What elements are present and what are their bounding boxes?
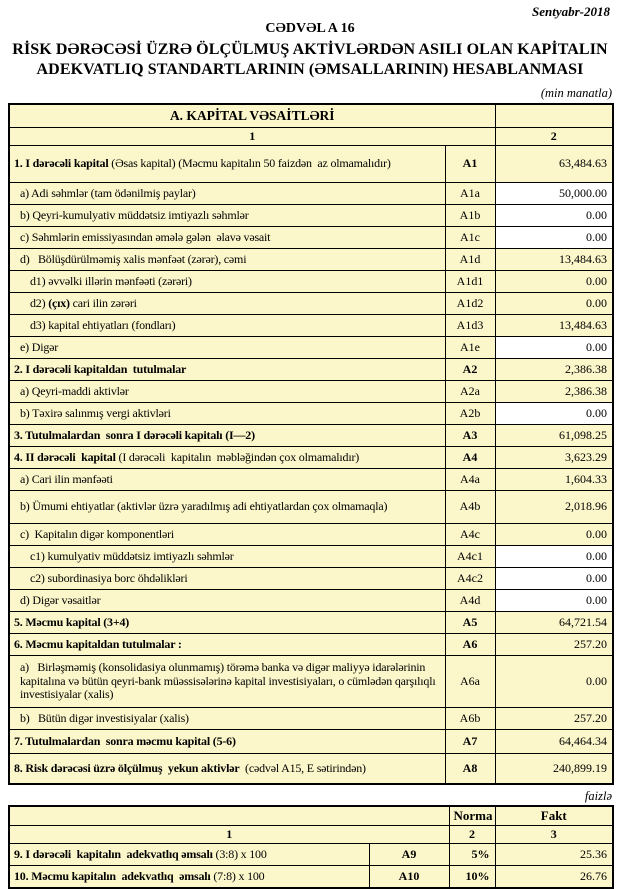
row-label [9,633,445,655]
row-label [9,145,445,182]
row-label-rest: (I dərəcəli kapitalın məbləğindən çox olmamalıdır) [115,449,360,464]
row-code: A4c [445,523,495,545]
row-value: 63,484.63 [495,145,613,182]
row-value: 50,000.00 [495,182,613,204]
row-label-pre: e) Digər [20,339,59,354]
capital-table-row [9,182,613,204]
row-value: 0.00 [495,292,613,314]
table-number: CƏDVƏL A 16 [265,21,355,36]
row-label-pre: b) Ümumi ehtiyatlar (aktivlər üzrə yaradılmış adi ehtiyatlardan çox olmamaqla) [20,499,388,514]
row-fakt-value: 25.36 [495,844,613,866]
row-label-pre: b) Bütün digər investisiyalar (xalis) [20,710,189,725]
row-label-bold: 9. I dərəcəli kapitalın adekvatlıq əmsalı [14,847,213,862]
row-code: A2a [445,380,495,402]
ratio-column-number-left: 1 [9,826,449,844]
row-code: A8 [445,753,495,784]
capital-table-section-header [9,104,613,128]
capital-table-row [9,270,613,292]
row-label [9,729,445,753]
row-label-pre: d3) kapital ehtiyatları (fondları) [30,317,176,332]
row-label-pre: c) Səhmlərin emissiyasından əmələ gələn əlavə vəsait [20,229,271,244]
row-label-rest: (7:8) x 100 [210,868,265,883]
ratio-table-header [9,806,613,826]
row-label [9,545,445,567]
row-code: A6 [445,633,495,655]
capital-table-column-numbers [9,127,613,145]
capital-table-row [9,145,613,182]
capital-table-row [9,446,613,468]
row-label [9,358,445,380]
row-code: A4 [445,446,495,468]
row-value: 0.00 [495,589,613,611]
ratio-table-row [9,866,613,888]
row-label [9,655,445,707]
row-code: A2b [445,402,495,424]
ratio-table [8,805,614,889]
row-label [9,248,445,270]
row-label [9,490,445,523]
row-code: A1d1 [445,270,495,292]
row-label [9,589,445,611]
column-number-left: 1 [9,127,495,145]
row-code: A3 [445,424,495,446]
row-value: 2,018.96 [495,490,613,523]
row-label [9,844,369,866]
row-code: A4c1 [445,545,495,567]
row-label-bold: 2. I dərəcəli kapitaldan tutulmalar [14,361,187,376]
row-value: 64,464.34 [495,729,613,753]
row-label-pre: c2) subordinasiya borc öhdəlikləri [30,570,188,585]
row-label [9,446,445,468]
row-code: A6b [445,707,495,729]
page-title-line1: RİSK DƏRƏCƏSİ ÜZRƏ ÖLÇÜLMUŞ AKTİVLƏRDƏN ASILI OLAN KAPİTALIN [12,41,608,58]
capital-table-row [9,380,613,402]
row-label-pre: b) Təxirə salınmış vergi aktivləri [20,405,171,420]
capital-table-row [9,611,613,633]
row-label [9,424,445,446]
row-value: 257.20 [495,707,613,729]
capital-table-row [9,589,613,611]
row-label-pre: a) Cari ilin mənfəəti [20,471,113,486]
capital-table-row [9,729,613,753]
row-label-pre: a) Birləşməmiş (konsolidasiya olunmamış) törəmə banka və digər maliyyə idarələrinin kapitalına və bütün qeyri-bank müəssisələrinə kapital investisiyaları, o cümlədən qarşılıqlı investisiyalar (xalis) [20,659,439,702]
row-code: A4b [445,490,495,523]
capital-table-row [9,292,613,314]
row-label-rest: cari ilin zərəri [69,295,137,310]
row-code: A6a [445,655,495,707]
row-value: 64,721.54 [495,611,613,633]
row-code: A9 [369,844,449,866]
section-title: A. KAPİTAL VƏSAİTLƏRİ [9,104,495,128]
capital-table-row [9,424,613,446]
capital-table [8,103,614,786]
row-label [9,204,445,226]
row-label-bold: 1. I dərəcəli kapital [14,156,109,171]
row-label [9,707,445,729]
capital-table-row [9,523,613,545]
row-label-pre: c1) kumulyativ müddətsiz imtiyazlı səhmlər [30,548,234,563]
row-code: A2 [445,358,495,380]
row-value: 13,484.63 [495,314,613,336]
row-value: 0.00 [495,336,613,358]
row-label-bold: 10. Məcmu kapitalın adekvatlıq əmsalı [14,868,211,883]
row-value: 0.00 [495,655,613,707]
row-norma-value: 5% [449,844,495,866]
row-code: A1e [445,336,495,358]
row-label-pre: d1) əvvəlki illərin mənfəəti (zərəri) [30,273,192,288]
ratio-table-column-numbers [9,826,613,844]
row-code: A4a [445,468,495,490]
capital-table-row [9,248,613,270]
row-code: A1d [445,248,495,270]
page-title [0,40,620,81]
row-label [9,336,445,358]
ratio-table-row [9,844,613,866]
row-label-rest: (cədvəl A15, E sətirindən) [239,760,366,775]
row-value: 0.00 [495,523,613,545]
row-label [9,866,369,888]
row-norma-value: 10% [449,866,495,888]
capital-table-row [9,655,613,707]
row-label [9,611,445,633]
row-value: 0.00 [495,545,613,567]
report-period: Sentyabr-2018 [532,4,610,19]
page-title-line2: ADEKVATLIQ STANDARTLARININ (ƏMSALLARININ) HESABLANMASI [36,61,584,79]
capital-table-row [9,490,613,523]
ratio-column-number-norma: 2 [449,826,495,844]
row-label [9,567,445,589]
row-label-pre: d2) [30,295,49,310]
row-value: 240,899.19 [495,753,613,784]
row-label [9,292,445,314]
row-value: 0.00 [495,402,613,424]
row-label [9,402,445,424]
norma-header: Norma [449,806,495,826]
row-code: A4c2 [445,567,495,589]
row-label [9,380,445,402]
capital-table-row [9,314,613,336]
row-code: A1 [445,145,495,182]
row-value: 0.00 [495,270,613,292]
row-label-pre: a) Adi səhmlər (tam ödənilmiş paylar) [20,185,196,200]
row-value: 257.20 [495,633,613,655]
capital-table-row [9,567,613,589]
column-number-right: 2 [495,127,613,145]
row-label [9,270,445,292]
capital-table-row [9,753,613,784]
row-value: 0.00 [495,226,613,248]
capital-table-row [9,545,613,567]
row-value: 2,386.38 [495,380,613,402]
capital-table-row [9,402,613,424]
row-label-bold: (çıx) [48,295,70,310]
capital-table-row [9,358,613,380]
row-label [9,753,445,784]
row-label [9,182,445,204]
row-code: A4d [445,589,495,611]
ratio-header-spacer [9,806,449,826]
capital-table-row [9,226,613,248]
unit-note: (min manatla) [540,85,612,100]
row-code: A1c [445,226,495,248]
row-label [9,523,445,545]
capital-table-row [9,468,613,490]
capital-table-row [9,336,613,358]
row-label-pre: b) Qeyri-kumulyativ müddətsiz imtiyazlı səhmlər [20,207,249,222]
row-value: 3,623.29 [495,446,613,468]
row-label-bold: 3. Tutulmalardan sonra I dərəcəli kapitalı (I—2) [14,427,255,442]
row-code: A1d3 [445,314,495,336]
row-value: 0.00 [495,567,613,589]
section-header-spacer [495,104,613,128]
row-code: A1d2 [445,292,495,314]
row-label-pre: c) Kapitalın digər komponentləri [20,526,175,541]
row-code: A1a [445,182,495,204]
row-label [9,468,445,490]
percent-note: faizlə [584,789,612,804]
row-label-bold: 8. Risk dərəcəsi üzrə ölçülmuş yekun aktivlər [14,760,240,775]
row-fakt-value: 26.76 [495,866,613,888]
fakt-header: Fakt [495,806,613,826]
row-label-bold: 6. Məcmu kapitaldan tutulmalar : [14,636,182,651]
row-value: 61,098.25 [495,424,613,446]
row-value: 13,484.63 [495,248,613,270]
capital-table-row [9,204,613,226]
row-label-rest: (3:8) x 100 [212,847,267,862]
row-label-rest: (Əsas kapital) (Məcmu kapitalın 50 faizdən az olmamalıdır) [108,156,391,171]
ratio-column-number-fakt: 3 [495,826,613,844]
row-label-bold: 4. II dərəcəli kapital [14,449,116,464]
row-label-pre: a) Qeyri-maddi aktivlər [20,383,129,398]
capital-table-row [9,707,613,729]
row-label [9,226,445,248]
row-label [9,314,445,336]
row-label-pre: d) Bölüşdürülməmiş xalis mənfəət (zərər), cəmi [20,251,247,266]
row-value: 0.00 [495,204,613,226]
capital-table-row [9,633,613,655]
row-value: 1,604.33 [495,468,613,490]
row-label-pre: d) Digər vəsaitlər [20,592,101,607]
row-code: A7 [445,729,495,753]
row-code: A1b [445,204,495,226]
row-label-bold: 7. Tutulmalardan sonra məcmu kapital (5-6) [14,733,236,748]
row-code: A10 [369,866,449,888]
row-code: A5 [445,611,495,633]
row-label-bold: 5. Məcmu kapital (3+4) [14,614,130,629]
row-value: 2,386.38 [495,358,613,380]
